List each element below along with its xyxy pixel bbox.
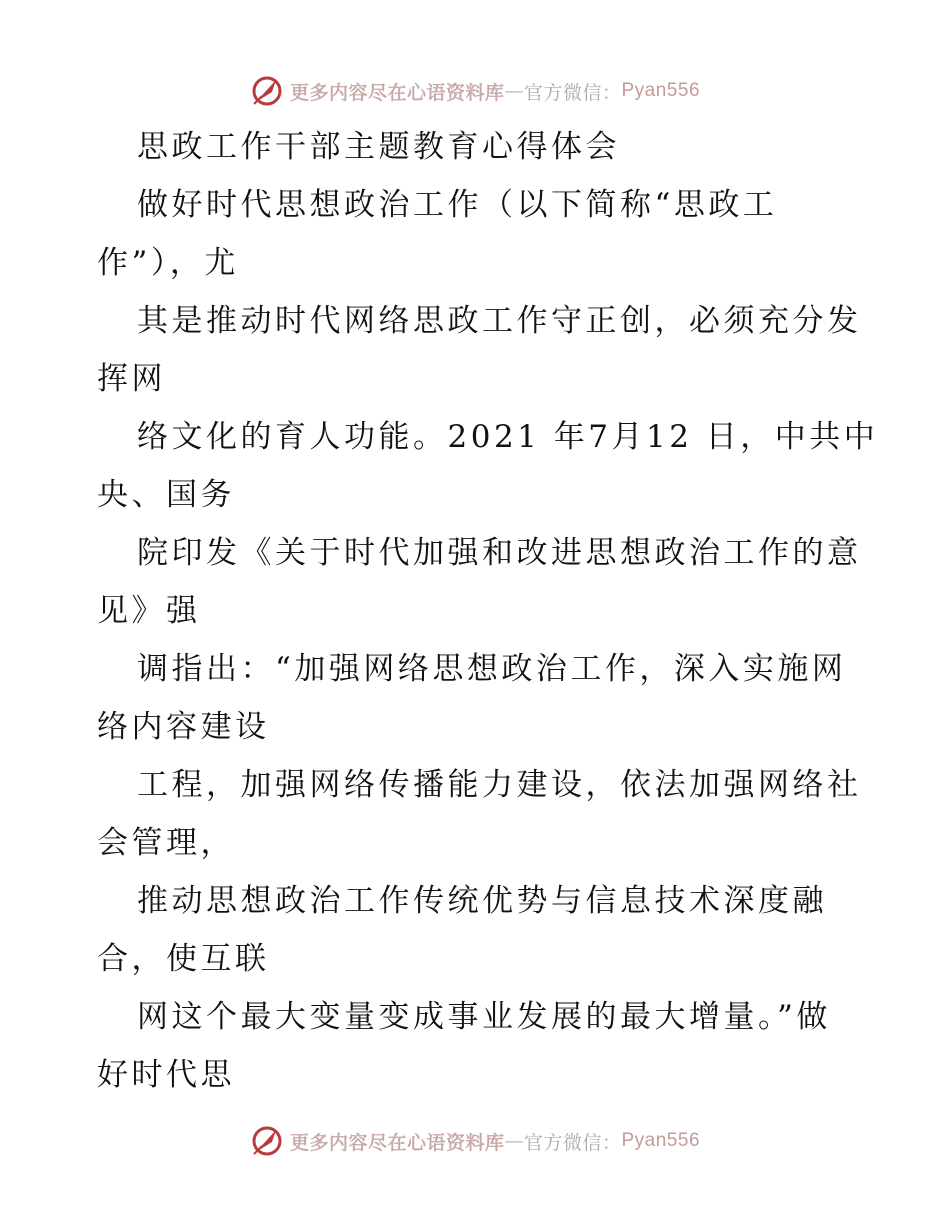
watermark-main-text: 更多内容尽在心语资料库	[289, 1131, 505, 1154]
text-line: 思政工作干部主题教育心得体会	[137, 129, 620, 165]
header-watermark	[0, 71, 950, 111]
watermark-main-text: 更多内容尽在心语资料库	[289, 81, 505, 104]
watermark-sub-text: 官方微信：	[523, 81, 622, 104]
text-line: 做好时代思想政治工作（以下简称“思政工	[137, 187, 778, 223]
watermark-sub-text: 官方微信：	[523, 1131, 622, 1154]
text-line: 作”），尤	[97, 245, 239, 281]
watermark-wechat-id: Pyan556	[621, 80, 701, 101]
text-line: 央、国务	[97, 477, 235, 513]
text-line: 网这个最大变量变成事业发展的最大增量。”做	[137, 999, 831, 1035]
document-body	[97, 118, 879, 1104]
footer-watermark	[0, 1121, 950, 1161]
text-line: 络文化的育人功能。2021 年7月12 日，中共中	[137, 419, 879, 455]
text-line: 其是推动时代网络思政工作守正创，必须充分发	[137, 303, 862, 339]
text-line: 络内容建设	[97, 709, 270, 745]
text-line: 合，使互联	[97, 941, 270, 977]
quill-logo-icon	[250, 74, 284, 108]
text-line: 调指出：“加强网络思想政治工作，深入实施网	[137, 651, 847, 687]
watermark-wechat-id: Pyan556	[621, 1130, 701, 1151]
text-line: 推动思想政治工作传统优势与信息技术深度融	[137, 883, 827, 919]
text-line: 挥网	[97, 361, 166, 397]
text-line: 见》强	[97, 593, 201, 629]
text-line: 院印发《关于时代加强和改进思想政治工作的意	[137, 535, 862, 571]
watermark-dash: —	[504, 80, 524, 102]
quill-logo-icon	[250, 1124, 284, 1158]
watermark-dash: —	[504, 1130, 524, 1152]
text-line: 工程，加强网络传播能力建设，依法加强网络社	[137, 767, 862, 803]
text-line: 会管理，	[97, 825, 235, 861]
text-line: 好时代思	[97, 1057, 235, 1093]
